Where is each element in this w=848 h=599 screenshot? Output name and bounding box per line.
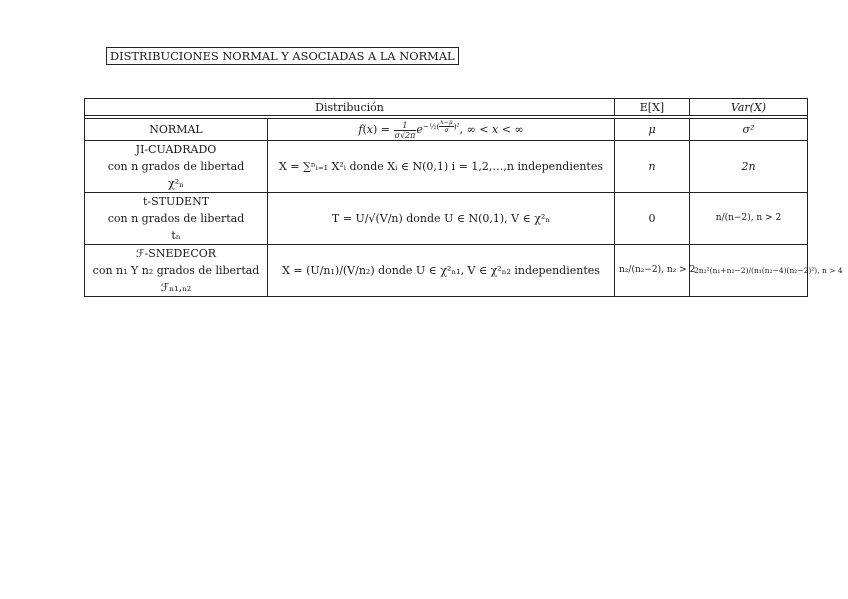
dist-name-line: con n grados de libertad bbox=[107, 211, 245, 225]
distributions-table bbox=[84, 98, 843, 297]
table-row bbox=[85, 244, 808, 296]
dist-name-line: ℱₙ₁,ₙ₂ bbox=[160, 280, 192, 294]
expectation-f-snedecor: n₂/(n₂−2), n₂ > 2 bbox=[615, 244, 690, 296]
expectation-ji-cuadrado: n bbox=[615, 140, 690, 192]
variance-t-student: n/(n−2), n > 2 bbox=[690, 192, 808, 244]
formula-normal: f(x) = $\frac{1}{\sigma√2\pi}$ $e^{-\frac{1}{2}( \frac{x-\mu}{\sigma} )^2}$, ∞ < x < ∞ bbox=[268, 119, 615, 141]
formula-ji-cuadrado: X = ∑ⁿᵢ₌₁ X²ᵢ donde Xᵢ ∈ N(0,1) i = 1,2,…,n independientes bbox=[268, 140, 615, 192]
dist-name-line: con n₁ Y n₂ grados de libertad bbox=[92, 263, 260, 277]
header-distribucion: Distribución bbox=[85, 99, 615, 116]
dist-name-line: tₙ bbox=[171, 228, 181, 242]
variance-f-snedecor: 2n₂²(n₁+n₂−2)/(n₁(n₂−4)(n₂−2)²), n > 4 bbox=[690, 244, 808, 296]
variance-ji-cuadrado: 2n bbox=[690, 140, 808, 192]
expectation-t-student: 0 bbox=[615, 192, 690, 244]
document-title: DISTRIBUCIONES NORMAL Y ASOCIADAS A LA NORMAL bbox=[106, 47, 459, 65]
table-row bbox=[85, 140, 808, 192]
table-header-row bbox=[85, 99, 808, 116]
header-varianza: Var(X) bbox=[690, 99, 808, 116]
dist-name-line: NORMAL bbox=[149, 122, 203, 136]
header-esperanza: E[X] bbox=[615, 99, 690, 116]
formula-f-snedecor: X = (U/n₁)/(V/n₂) donde U ∈ χ²ₙ₁, V ∈ χ²ₙ₂ independientes bbox=[268, 244, 615, 296]
dist-name-line: ℱ-SNEDECOR bbox=[135, 246, 217, 260]
table-row bbox=[85, 119, 808, 141]
dist-name-t-student bbox=[85, 192, 268, 244]
dist-name-normal bbox=[85, 119, 268, 141]
dist-name-line: t-STUDENT bbox=[142, 194, 210, 208]
dist-name-line: JI-CUADRADO bbox=[135, 142, 217, 156]
dist-name-ji-cuadrado bbox=[85, 140, 268, 192]
variance-normal: σ² bbox=[690, 119, 808, 141]
dist-name-f-snedecor bbox=[85, 244, 268, 296]
table-row bbox=[85, 192, 808, 244]
formula-t-student: T = U/√(V/n) donde U ∈ N(0,1), V ∈ χ²ₙ bbox=[268, 192, 615, 244]
dist-name-line: con n grados de libertad bbox=[107, 159, 245, 173]
dist-name-line: χ²ₙ bbox=[168, 176, 184, 190]
expectation-normal: μ bbox=[615, 119, 690, 141]
